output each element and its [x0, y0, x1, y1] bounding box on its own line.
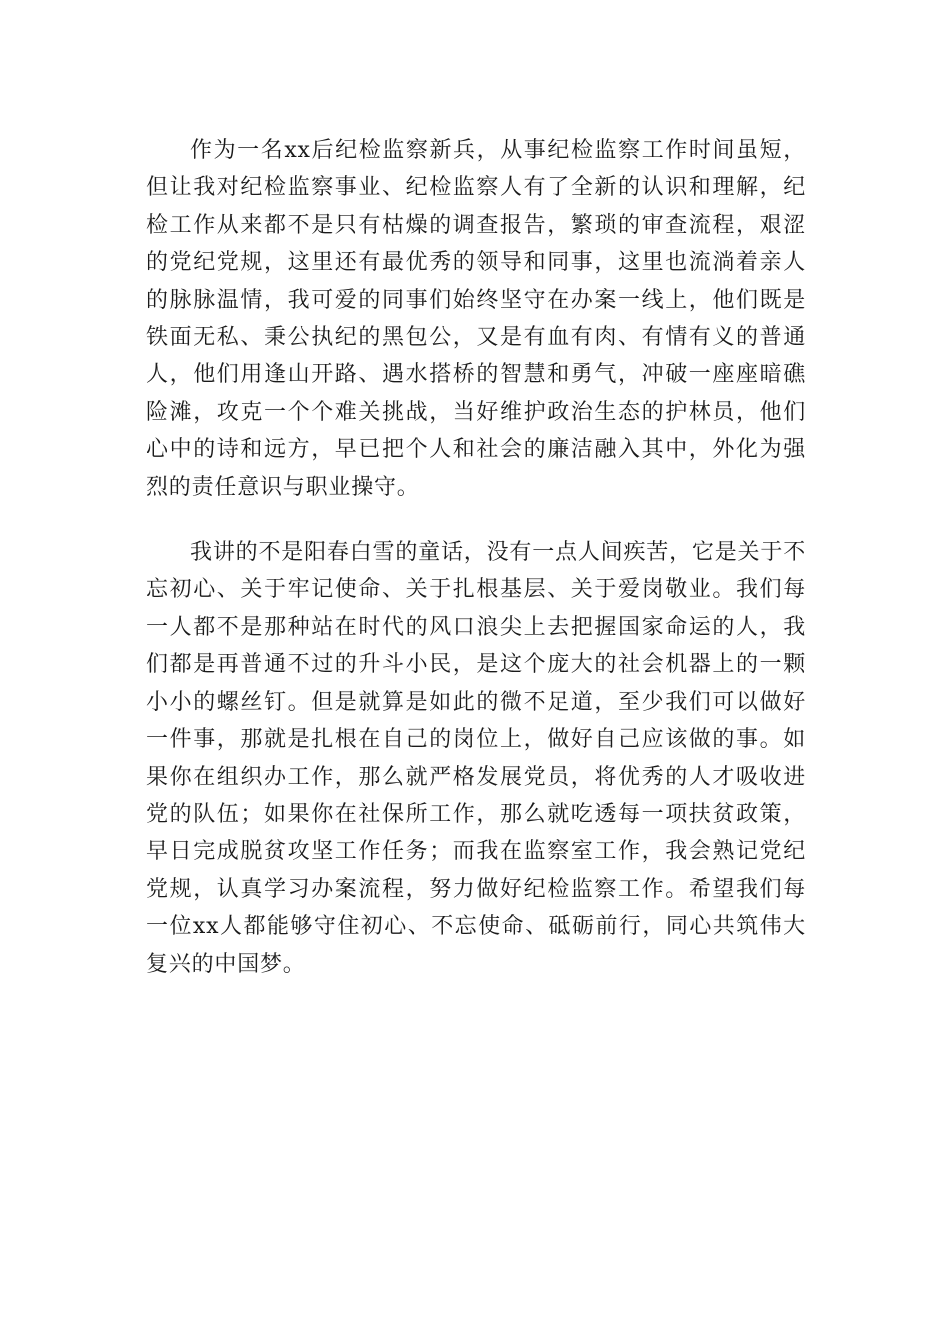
document-page	[146, 132, 806, 983]
body-paragraph-1: 作为一名xx后纪检监察新兵，从事纪检监察工作时间虽短，但让我对纪检监察事业、纪检监察人有了全新的认识和理解，纪检工作从来都不是只有枯燥的调查报告，繁琐的审查流程，艰涩的党纪党规，这里还有最优秀的领导和同事，这里也流淌着亲人的脉脉温情，我可爱的同事们始终坚守在办案一线上，他们既是铁面无私、秉公执纪的黑包公，又是有血有肉、有情有义的普通人，他们用逢山开路、遇水搭桥的智慧和勇气，冲破一座座暗礁险滩，攻克一个个难关挑战，当好维护政治生态的护林员，他们心中的诗和远方，早已把个人和社会的廉洁融入其中，外化为强烈的责任意识与职业操守。	[146, 138, 806, 500]
body-paragraph-2: 我讲的不是阳春白雪的童话，没有一点人间疾苦，它是关于不忘初心、关于牢记使命、关于扎根基层、关于爱岗敬业。我们每一人都不是那种站在时代的风口浪尖上去把握国家命运的人，我们都是再普通不过的升斗小民，是这个庞大的社会机器上的一颗小小的螺丝钉。但是就算是如此的微不足道，至少我们可以做好一件事，那就是扎根在自己的岗位上，做好自己应该做的事。如果你在组织办工作，那么就严格发展党员，将优秀的人才吸收进党的队伍；如果你在社保所工作，那么就吃透每一项扶贫政策，早日完成脱贫攻坚工作任务；而我在监察室工作，我会熟记党纪党规，认真学习办案流程，努力做好纪检监察工作。希望我们每一位xx人都能够守住初心、不忘使命、砥砺前行，同心共筑伟大复兴的中国梦。	[146, 540, 806, 977]
